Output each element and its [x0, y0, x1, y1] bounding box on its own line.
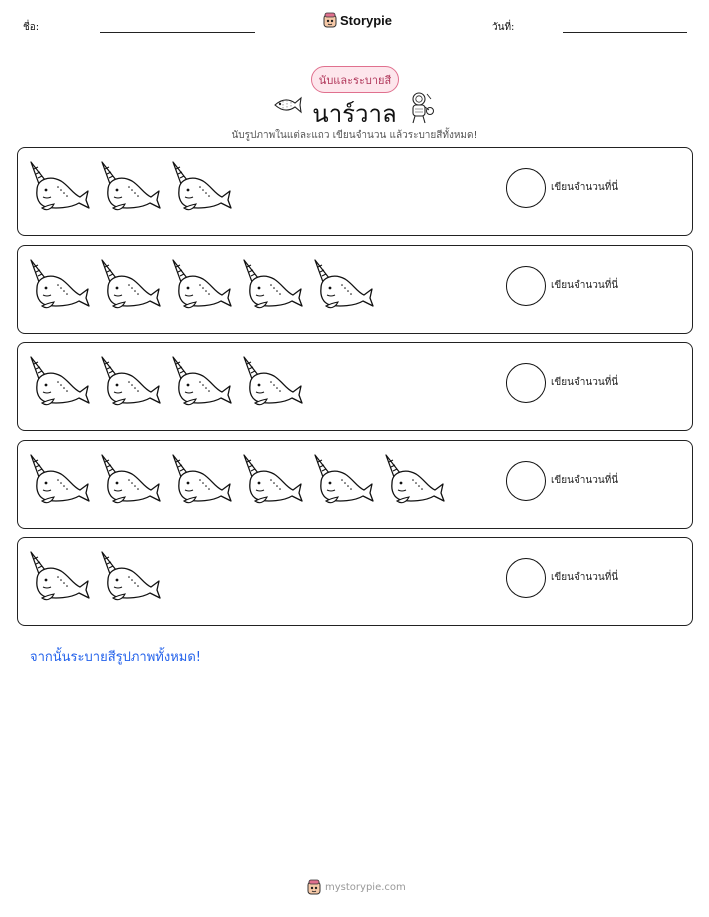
narwhal-icon [383, 453, 447, 507]
narwhal-icon [28, 550, 92, 604]
answer-label: เขียนจำนวนที่นี่ [551, 182, 619, 193]
narwhal-icon [312, 453, 376, 507]
narwhal-icon [170, 355, 234, 409]
narwhal-icon [241, 258, 305, 312]
answer-label: เขียนจำนวนที่นี่ [551, 280, 619, 291]
narwhal-icon [99, 355, 163, 409]
narwhal-icon [170, 453, 234, 507]
narwhal-icon [241, 453, 305, 507]
brand [323, 12, 392, 28]
site-footer [307, 879, 406, 895]
narwhal-group [28, 550, 163, 604]
category-tag: นับและระบายสี [311, 66, 399, 93]
storypie-logo-icon [307, 879, 321, 895]
counting-row-4 [17, 440, 693, 529]
brand-name: Storypie [340, 12, 393, 28]
narwhal-icon [99, 160, 163, 214]
answer-circle[interactable] [506, 168, 546, 208]
site-url: mystorypie.com [325, 881, 406, 893]
narwhal-icon [99, 258, 163, 312]
narwhal-icon [170, 258, 234, 312]
answer-label: เขียนจำนวนที่นี่ [551, 572, 619, 583]
counting-row-1 [17, 147, 693, 236]
narwhal-icon [170, 160, 234, 214]
narwhal-group [28, 258, 376, 312]
counting-row-5 [17, 537, 693, 626]
narwhal-group [28, 160, 234, 214]
narwhal-icon [28, 160, 92, 214]
page-title: นาร์วาล [312, 100, 397, 128]
name-line[interactable] [100, 32, 255, 33]
narwhal-icon [28, 355, 92, 409]
answer-label: เขียนจำนวนที่นี่ [551, 475, 619, 486]
answer-circle[interactable] [506, 266, 546, 306]
answer-circle[interactable] [506, 558, 546, 598]
counting-row-2 [17, 245, 693, 334]
narwhal-icon [99, 453, 163, 507]
narwhal-group [28, 355, 305, 409]
narwhal-icon [99, 550, 163, 604]
page-subtitle: นับรูปภาพในแต่ละแถว เขียนจำนวน แล้วระบายสีทั้งหมด! [231, 130, 478, 141]
coloring-instruction: จากนั้นระบายสีรูปภาพทั้งหมด! [30, 650, 202, 665]
answer-circle[interactable] [506, 363, 546, 403]
narwhal-icon [241, 355, 305, 409]
diver-icon [407, 91, 435, 125]
counting-row-3 [17, 342, 693, 431]
date-label: วันที่: [492, 22, 515, 33]
name-label: ชื่อ: [23, 22, 40, 33]
date-line[interactable] [563, 32, 687, 33]
answer-circle[interactable] [506, 461, 546, 501]
answer-label: เขียนจำนวนที่นี่ [551, 377, 619, 388]
storypie-logo-icon [323, 12, 337, 28]
narwhal-icon [312, 258, 376, 312]
narwhal-group [28, 453, 447, 507]
narwhal-icon [28, 258, 92, 312]
narwhal-icon [28, 453, 92, 507]
